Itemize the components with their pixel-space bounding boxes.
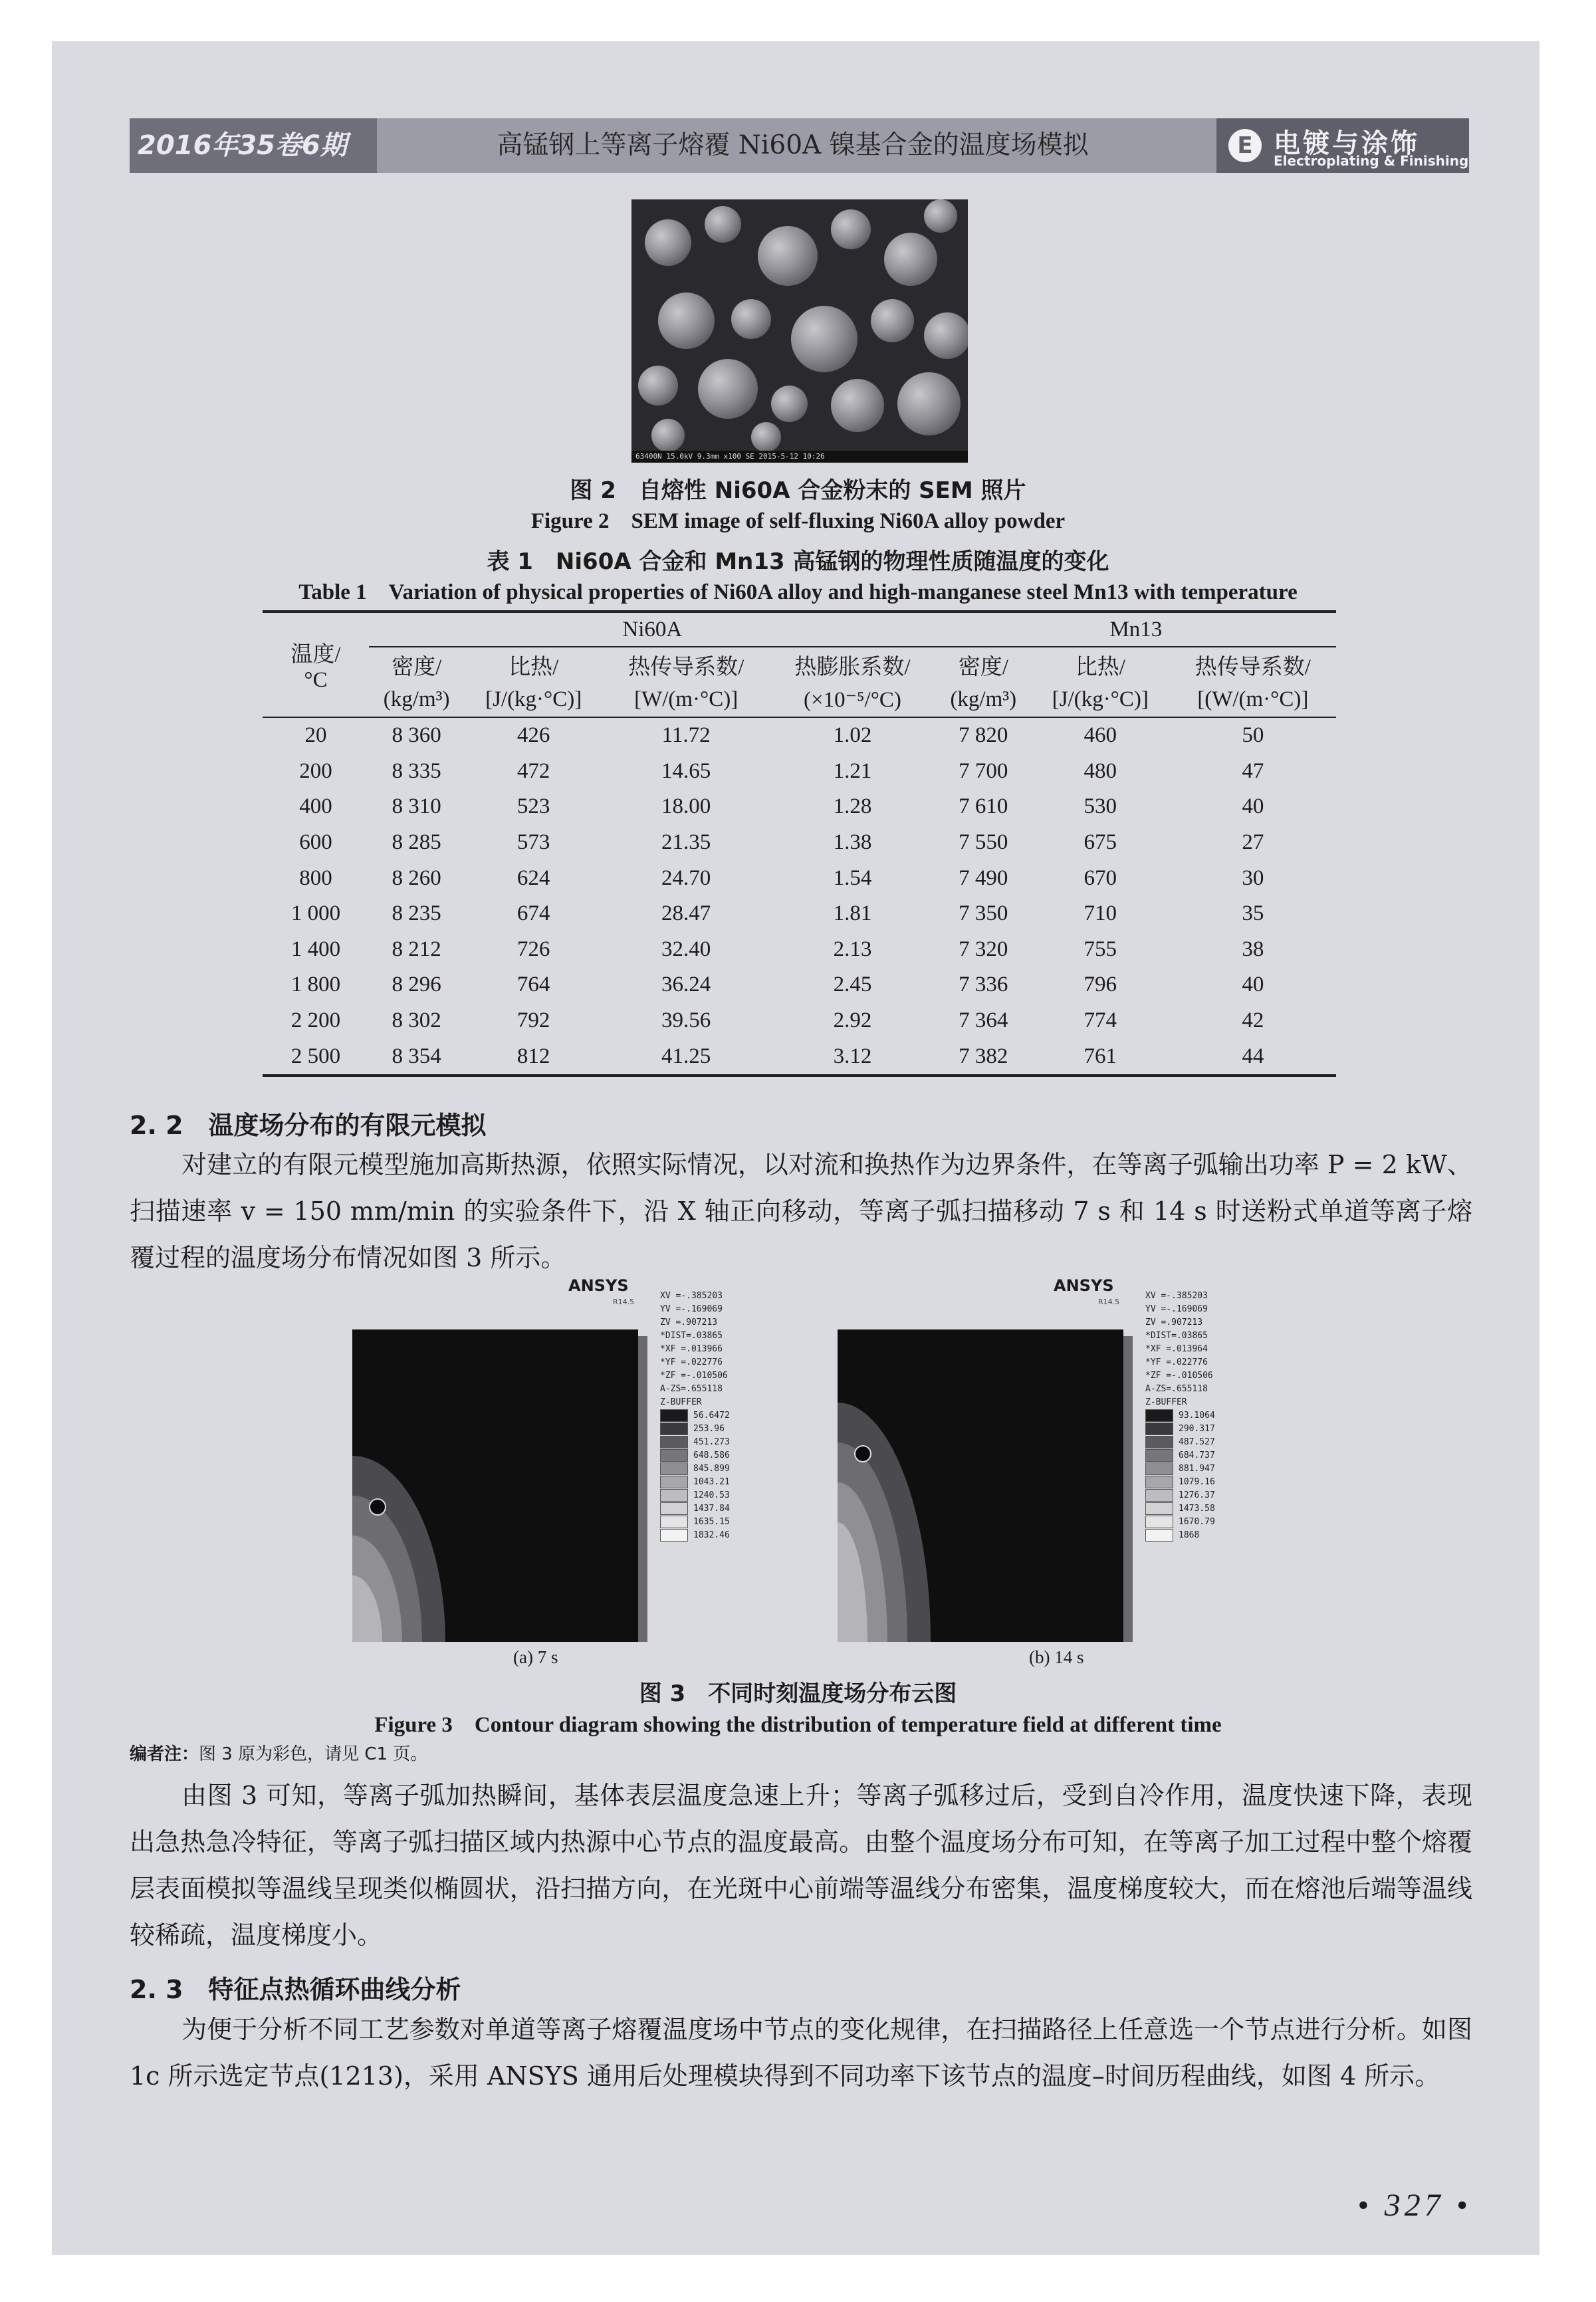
table-cell: 1.38 xyxy=(833,830,872,855)
table-cell: 400 xyxy=(299,794,332,819)
legend-value: 1635.15 xyxy=(693,1517,730,1527)
table-cell: 1.21 xyxy=(833,758,872,783)
legend-value: 290.317 xyxy=(1179,1424,1215,1434)
figure2-caption-cn: 图 2 自熔性 Ni60A 合金粉末的 SEM 照片 xyxy=(570,477,1026,504)
figure3-caption-en: Figure 3 Contour diagram showing the distribution of temperature field at different time xyxy=(374,1713,1222,1737)
view-param: *DIST=.03865 xyxy=(660,1331,723,1341)
view-param: YV =-.169069 xyxy=(660,1304,723,1314)
legend-swatch xyxy=(1145,1462,1173,1475)
legend-value: 1473.58 xyxy=(1179,1504,1215,1514)
legend-swatch xyxy=(660,1423,688,1435)
contour-legend xyxy=(1145,1290,1385,1542)
table-cell: 8 235 xyxy=(392,901,441,926)
legend-value: 881.947 xyxy=(1179,1464,1215,1474)
table-cell: 7 610 xyxy=(959,794,1008,819)
view-param: *YF =.022776 xyxy=(660,1357,723,1367)
column-unit: [J/(kg·°C)] xyxy=(485,687,582,711)
table-cell: 670 xyxy=(1083,865,1117,890)
table-row xyxy=(263,825,1336,861)
legend-entry xyxy=(1145,1423,1385,1436)
table-cell: 530 xyxy=(1083,794,1117,819)
table1-caption-en: Table 1 Variation of physical properties of Ni60A alloy and high-manganese steel Mn13 with temperature xyxy=(298,580,1298,604)
table-cell: 1.28 xyxy=(833,794,872,819)
sem-scale-bar: 63400N 15.0kV 9.3mm x100 SE 2015-5-12 10:26 xyxy=(631,451,968,463)
legend-value: 1868 xyxy=(1179,1530,1200,1540)
view-param: YV =-.169069 xyxy=(1145,1304,1208,1314)
table-cell: 1 000 xyxy=(290,901,341,926)
contour-panel-14s xyxy=(838,1276,1383,1649)
legend-value: 1079.16 xyxy=(1179,1477,1215,1487)
table-cell: 624 xyxy=(516,865,550,890)
figure2-caption-en: Figure 2 SEM image of self-fluxing Ni60A alloy powder xyxy=(530,509,1066,533)
table-cell: 812 xyxy=(516,1044,550,1068)
legend-swatch xyxy=(1145,1529,1173,1542)
column-header: 比热/ xyxy=(509,655,559,679)
table-cell: 40 xyxy=(1242,794,1264,819)
legend-swatch xyxy=(1145,1489,1173,1502)
table-row xyxy=(263,789,1336,825)
legend-value: 1670.79 xyxy=(1179,1517,1215,1527)
legend-value: 93.1064 xyxy=(1179,1411,1215,1421)
table-cell: 573 xyxy=(516,830,550,855)
legend-entry xyxy=(1145,1489,1385,1502)
table-cell: 796 xyxy=(1083,973,1117,997)
legend-swatch xyxy=(660,1462,688,1475)
legend-value: 1276.37 xyxy=(1179,1490,1215,1500)
model-edge xyxy=(638,1336,647,1642)
editor-note-label: 编者注： xyxy=(130,1744,199,1764)
table-cell: 792 xyxy=(516,1008,550,1033)
table-cell: 7 336 xyxy=(959,973,1008,997)
table-cell: 764 xyxy=(516,973,550,997)
table-cell: 8 310 xyxy=(392,794,441,819)
table-cell: 11.72 xyxy=(661,723,711,748)
table-cell: 774 xyxy=(1083,1008,1117,1033)
legend-value: 1437.84 xyxy=(693,1504,730,1514)
column-header: 比热/ xyxy=(1075,655,1125,679)
legend-swatch xyxy=(1145,1436,1173,1448)
legend-swatch xyxy=(1145,1449,1173,1462)
table-cell: 523 xyxy=(516,794,550,819)
table-cell: 3.12 xyxy=(833,1044,872,1068)
table-cell: 36.24 xyxy=(661,973,711,997)
legend-swatch xyxy=(660,1436,688,1448)
table-cell: 761 xyxy=(1083,1044,1117,1068)
table-cell: 8 302 xyxy=(392,1008,441,1033)
section-2-2-paragraph: 对建立的有限元模型施加高斯热源，依照实际情况，以对流和换热作为边界条件，在等离子弧输出功率 P = 2 kW、扫描速率 v = 150 mm/min 的实验条件下，沿 X 轴正向移动，等离子弧扫描移动 7 s 和 14 s 时送粉式单道等离子熔覆过程的温度场分布情况如图 3 所示。 xyxy=(130,1150,1472,1272)
table-cell: 40 xyxy=(1242,973,1264,997)
table-cell: 20 xyxy=(304,723,327,748)
table-cell: 8 360 xyxy=(392,723,441,748)
legend-swatch xyxy=(1145,1516,1173,1528)
table-cell: 674 xyxy=(516,901,550,926)
table-cell: 8 212 xyxy=(392,937,441,961)
table-cell: 2 200 xyxy=(290,1008,341,1033)
legend-value: 1832.46 xyxy=(693,1530,730,1540)
table-cell: 8 285 xyxy=(392,830,441,855)
view-param: *ZF =-.010506 xyxy=(1145,1371,1213,1381)
column-header: 密度/ xyxy=(392,655,442,679)
table-cell: 8 260 xyxy=(392,865,441,890)
table-row xyxy=(263,967,1336,1003)
legend-swatch xyxy=(660,1516,688,1528)
table-cell: 7 490 xyxy=(959,865,1008,890)
view-param: *XF =.013964 xyxy=(1145,1344,1208,1354)
column-unit: (×10⁻⁵/°C) xyxy=(804,688,901,712)
table-cell: 7 364 xyxy=(959,1008,1008,1033)
legend-swatch xyxy=(660,1449,688,1462)
running-title: 高锰钢上等离子熔覆 Ni60A 镍基合金的温度场模拟 xyxy=(497,130,1089,160)
legend-swatch xyxy=(660,1489,688,1502)
column-unit: [(W/(m·°C)] xyxy=(1197,687,1309,711)
legend-value: 56.6472 xyxy=(693,1411,730,1421)
table-cell: 472 xyxy=(516,758,550,783)
panel-a-label: (a) 7 s xyxy=(513,1647,558,1667)
table-cell: 47 xyxy=(1242,758,1264,783)
view-param: ZV =.907213 xyxy=(660,1318,718,1327)
properties-table xyxy=(263,610,1336,1077)
legend-swatch xyxy=(1145,1423,1173,1435)
table-cell: 28.47 xyxy=(661,901,711,926)
table-cell: 2 500 xyxy=(290,1044,341,1068)
column-header: 热膨胀系数/ xyxy=(794,655,911,679)
table-cell: 755 xyxy=(1083,937,1117,961)
table-cell: 1 400 xyxy=(290,937,341,961)
legend-entry xyxy=(1145,1462,1385,1476)
table-cell: 35 xyxy=(1242,901,1264,926)
view-param: ZV =.907213 xyxy=(1145,1318,1203,1327)
table-cell: 200 xyxy=(299,758,332,783)
legend-value: 253.96 xyxy=(693,1424,725,1434)
legend-swatch xyxy=(660,1502,688,1515)
legend-value: 1043.21 xyxy=(693,1477,730,1487)
page-number: • 327 • xyxy=(1357,2188,1472,2223)
table-cell: 600 xyxy=(299,830,332,855)
legend-value: 487.527 xyxy=(1179,1437,1215,1447)
column-unit: (kg/m³) xyxy=(383,687,450,711)
table-cell: 675 xyxy=(1083,830,1117,855)
legend-entry xyxy=(1145,1476,1385,1489)
view-param: XV =-.385203 xyxy=(1145,1291,1208,1301)
heat-source-spot xyxy=(854,1445,871,1462)
model-render xyxy=(352,1329,638,1642)
table-cell: 460 xyxy=(1083,723,1117,748)
legend-swatch xyxy=(1145,1476,1173,1488)
temperature-header: 温度/ °C xyxy=(263,612,369,717)
table-cell: 32.40 xyxy=(661,937,711,961)
analysis-paragraph: 由图 3 可知，等离子弧加热瞬间，基体表层温度急速上升；等离子弧移过后，受到自冷作用，温度快速下降，表现出急热急冷特征，等离子弧扫描区域内热源中心节点的温度最高。由整个温度场分布可知，在等离子加工过程中整个熔覆层表面模拟等温线呈现类似椭圆状，沿扫描方向，在光斑中心前端等温线分布密集，温度梯度较大，而在熔池后端等温线较稀疏，温度梯度小。 xyxy=(130,1781,1472,1950)
view-param: Z-BUFFER xyxy=(660,1397,702,1407)
sem-image xyxy=(631,199,968,463)
legend-swatch xyxy=(660,1529,688,1542)
view-param: A-ZS=.655118 xyxy=(1145,1384,1208,1394)
contour-panel-7s xyxy=(352,1276,897,1649)
column-unit: [J/(kg·°C)] xyxy=(1052,687,1149,711)
table-cell: 1.54 xyxy=(833,865,872,890)
table-cell: 8 296 xyxy=(392,973,441,997)
table-cell: 2.92 xyxy=(833,1008,872,1033)
panel-b-label: (b) 14 s xyxy=(1029,1647,1084,1667)
view-param: *YF =.022776 xyxy=(1145,1357,1208,1367)
ni60a-group-header: Ni60A xyxy=(369,612,936,647)
table-cell: 7 820 xyxy=(959,723,1008,748)
column-unit: (kg/m³) xyxy=(950,687,1017,711)
column-header: 热传导系数/ xyxy=(628,655,744,679)
running-header xyxy=(130,118,1469,173)
view-param: *ZF =-.010506 xyxy=(660,1371,728,1381)
table1-caption-cn: 表 1 Ni60A 合金和 Mn13 高锰钢的物理性质随温度的变化 xyxy=(487,548,1109,575)
table-row xyxy=(263,717,1336,754)
table-cell: 710 xyxy=(1083,901,1117,926)
table-row xyxy=(263,1003,1336,1039)
legend-entry xyxy=(1145,1409,1385,1423)
view-param: A-ZS=.655118 xyxy=(660,1384,723,1394)
table-cell: 24.70 xyxy=(661,865,711,890)
ansys-brand: ANSYS xyxy=(568,1276,629,1295)
table-cell: 2.45 xyxy=(833,973,872,997)
legend-swatch xyxy=(660,1476,688,1488)
legend-value: 648.586 xyxy=(693,1450,730,1460)
legend-swatch xyxy=(1145,1502,1173,1515)
heat-source-spot xyxy=(369,1498,386,1516)
legend-entry xyxy=(1145,1436,1385,1449)
table-cell: 2.13 xyxy=(833,937,872,961)
table-row xyxy=(263,754,1336,790)
legend-entry xyxy=(1145,1502,1385,1516)
legend-value: 451.273 xyxy=(693,1437,730,1447)
ansys-release: R14.5 xyxy=(613,1298,635,1306)
table-cell: 7 700 xyxy=(959,758,1008,783)
journal-name-en: Electroplating & Finishing xyxy=(1274,153,1469,169)
table-cell: 8 354 xyxy=(392,1044,441,1068)
view-param: *XF =.013966 xyxy=(660,1344,723,1354)
table-cell: 30 xyxy=(1242,865,1264,890)
legend-entry xyxy=(1145,1449,1385,1462)
view-param: XV =-.385203 xyxy=(660,1291,723,1301)
legend-value: 845.899 xyxy=(693,1464,730,1474)
view-param: *DIST=.03865 xyxy=(1145,1331,1208,1341)
table-cell: 21.35 xyxy=(661,830,711,855)
legend-swatch xyxy=(660,1409,688,1422)
journal-emblem-icon: E xyxy=(1228,129,1262,162)
ansys-release: R14.5 xyxy=(1098,1298,1120,1306)
mn13-group-header: Mn13 xyxy=(936,612,1336,647)
table-cell: 7 350 xyxy=(959,901,1008,926)
view-param: Z-BUFFER xyxy=(1145,1397,1187,1407)
table-cell: 14.65 xyxy=(661,758,711,783)
table-cell: 1.02 xyxy=(833,723,872,748)
table-cell: 50 xyxy=(1242,723,1264,748)
table-row xyxy=(263,860,1336,896)
table-cell: 426 xyxy=(516,723,550,748)
editor-note xyxy=(130,1740,427,1765)
table-row xyxy=(263,1038,1336,1076)
legend-entry xyxy=(1145,1516,1385,1529)
table-cell: 39.56 xyxy=(661,1008,711,1033)
table-row xyxy=(263,896,1336,932)
legend-entry xyxy=(1145,1529,1385,1542)
table-cell: 27 xyxy=(1242,830,1264,855)
table-cell: 38 xyxy=(1242,937,1264,961)
table-cell: 726 xyxy=(516,937,550,961)
section-2-3-heading: 2. 3 特征点热循环曲线分析 xyxy=(130,1975,461,2004)
section-2-2-heading: 2. 2 温度场分布的有限元模拟 xyxy=(130,1111,487,1140)
table-cell: 41.25 xyxy=(661,1044,711,1068)
table-cell: 480 xyxy=(1083,758,1117,783)
journal-logo xyxy=(1216,118,1469,173)
column-header: 热传导系数/ xyxy=(1195,655,1311,679)
table-cell: 7 550 xyxy=(959,830,1008,855)
legend-swatch xyxy=(1145,1409,1173,1422)
table-cell: 7 320 xyxy=(959,937,1008,961)
table-cell: 1.81 xyxy=(833,901,872,926)
table-cell: 8 335 xyxy=(392,758,441,783)
ansys-brand: ANSYS xyxy=(1054,1276,1114,1295)
section-2-3-paragraph: 为便于分析不同工艺参数对单道等离子熔覆温度场中节点的变化规律，在扫描路径上任意选一个节点进行分析。如图 1c 所示选定节点(1213)，采用 ANSYS 通用后处理模块得到不同功率下该节点的温度–时间历程曲线，如图 4 所示。 xyxy=(130,2015,1472,2091)
editor-note-text: 图 3 原为彩色，请见 C1 页。 xyxy=(199,1744,428,1764)
journal-name-cn: 电镀与涂饰 xyxy=(1274,128,1420,159)
legend-value: 1240.53 xyxy=(693,1490,730,1500)
issue-label: 2016年35卷6期 xyxy=(130,118,377,173)
table-cell: 18.00 xyxy=(661,794,711,819)
column-unit: [W/(m·°C)] xyxy=(634,687,739,711)
legend-value: 684.737 xyxy=(1179,1450,1215,1460)
table-row xyxy=(263,932,1336,968)
figure3-caption-cn: 图 3 不同时刻温度场分布云图 xyxy=(639,1680,957,1707)
table-cell: 1 800 xyxy=(290,973,341,997)
model-render xyxy=(838,1329,1123,1642)
column-header: 密度/ xyxy=(958,655,1008,679)
table-cell: 42 xyxy=(1242,1008,1264,1033)
table-cell: 800 xyxy=(299,865,332,890)
table-cell: 7 382 xyxy=(959,1044,1008,1068)
table-cell: 44 xyxy=(1242,1044,1264,1068)
model-edge xyxy=(1123,1336,1133,1642)
